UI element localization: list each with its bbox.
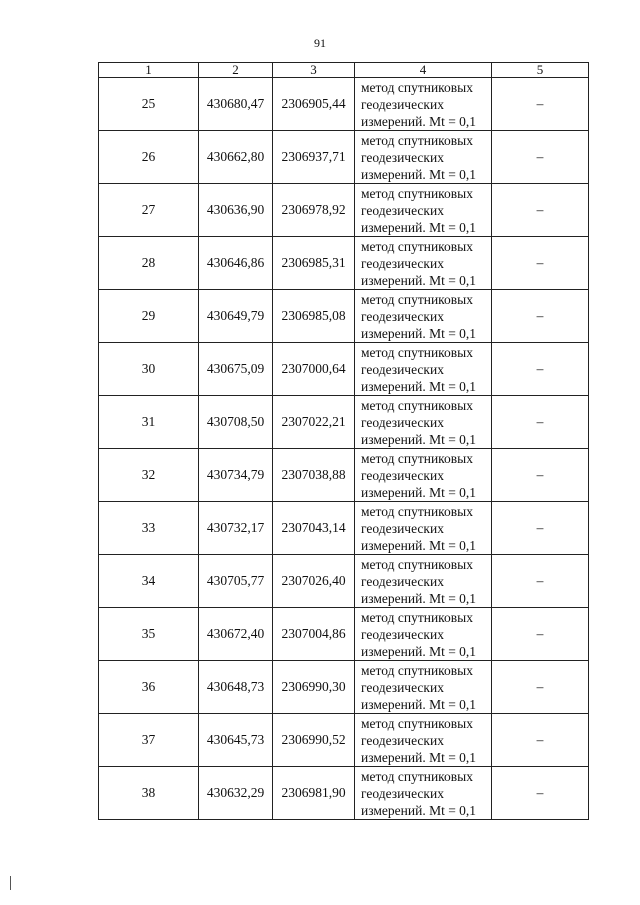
table-row	[99, 237, 589, 290]
method-cell	[355, 237, 492, 290]
method-line: измерений. Mt = 0,1	[361, 802, 477, 818]
method-line: метод спутниковых	[361, 450, 473, 466]
method-line: геодезических	[361, 255, 444, 271]
table-row	[99, 290, 589, 343]
coordinate-x-cell: 430708,50	[199, 396, 273, 449]
method-line: геодезических	[361, 308, 444, 324]
description-cell: –	[492, 767, 589, 820]
description-cell: –	[492, 661, 589, 714]
table-row	[99, 502, 589, 555]
method-line: метод спутниковых	[361, 556, 473, 572]
table-header-row	[99, 63, 589, 78]
method-line: измерений. Mt = 0,1	[361, 113, 477, 129]
method-cell	[355, 608, 492, 661]
method-line: метод спутниковых	[361, 185, 473, 201]
method-cell	[355, 131, 492, 184]
method-line: метод спутниковых	[361, 132, 473, 148]
coordinate-y-cell: 2307022,21	[273, 396, 355, 449]
method-line: геодезических	[361, 96, 444, 112]
table-row	[99, 343, 589, 396]
coordinate-x-cell: 430672,40	[199, 608, 273, 661]
point-number-cell: 28	[99, 237, 199, 290]
coordinate-x-cell: 430649,79	[199, 290, 273, 343]
point-number-cell: 27	[99, 184, 199, 237]
description-cell: –	[492, 343, 589, 396]
method-cell	[355, 502, 492, 555]
method-line: геодезических	[361, 149, 444, 165]
method-cell	[355, 767, 492, 820]
method-line: геодезических	[361, 626, 444, 642]
header-col-1: 1	[99, 63, 199, 78]
method-line: метод спутниковых	[361, 662, 473, 678]
method-line: геодезических	[361, 414, 444, 430]
description-cell: –	[492, 555, 589, 608]
method-cell	[355, 290, 492, 343]
method-line: геодезических	[361, 732, 444, 748]
description-cell: –	[492, 184, 589, 237]
method-line: измерений. Mt = 0,1	[361, 643, 477, 659]
point-number-cell: 36	[99, 661, 199, 714]
method-line: метод спутниковых	[361, 291, 473, 307]
method-line: геодезических	[361, 573, 444, 589]
method-line: метод спутниковых	[361, 344, 473, 360]
table-row	[99, 78, 589, 131]
method-line: измерений. Mt = 0,1	[361, 325, 477, 341]
table-row	[99, 396, 589, 449]
point-number-cell: 25	[99, 78, 199, 131]
coordinate-x-cell: 430648,73	[199, 661, 273, 714]
table-row	[99, 449, 589, 502]
method-line: измерений. Mt = 0,1	[361, 166, 477, 182]
coordinate-y-cell: 2307043,14	[273, 502, 355, 555]
header-col-4: 4	[355, 63, 492, 78]
coordinate-x-cell: 430632,29	[199, 767, 273, 820]
coordinate-y-cell: 2306905,44	[273, 78, 355, 131]
method-cell	[355, 343, 492, 396]
method-line: измерений. Mt = 0,1	[361, 749, 477, 765]
method-line: измерений. Mt = 0,1	[361, 431, 477, 447]
coordinate-x-cell: 430636,90	[199, 184, 273, 237]
page-number: 91	[314, 36, 326, 50]
method-line: геодезических	[361, 785, 444, 801]
method-cell	[355, 661, 492, 714]
header-col-2: 2	[199, 63, 273, 78]
point-number-cell: 26	[99, 131, 199, 184]
table-row	[99, 714, 589, 767]
point-number-cell: 35	[99, 608, 199, 661]
coordinates-table	[98, 62, 589, 820]
coordinate-x-cell: 430705,77	[199, 555, 273, 608]
table-row	[99, 555, 589, 608]
method-line: метод спутниковых	[361, 768, 473, 784]
margin-mark	[10, 876, 11, 890]
method-line: геодезических	[361, 520, 444, 536]
coordinate-y-cell: 2306990,52	[273, 714, 355, 767]
method-line: метод спутниковых	[361, 715, 473, 731]
header-col-5: 5	[492, 63, 589, 78]
method-line: измерений. Mt = 0,1	[361, 696, 477, 712]
method-line: измерений. Mt = 0,1	[361, 219, 477, 235]
coordinate-y-cell: 2306985,08	[273, 290, 355, 343]
method-line: измерений. Mt = 0,1	[361, 537, 477, 553]
table-body	[99, 78, 589, 820]
coordinate-x-cell: 430646,86	[199, 237, 273, 290]
method-cell	[355, 396, 492, 449]
description-cell: –	[492, 714, 589, 767]
method-cell	[355, 184, 492, 237]
point-number-cell: 30	[99, 343, 199, 396]
method-line: метод спутниковых	[361, 397, 473, 413]
point-number-cell: 34	[99, 555, 199, 608]
method-line: метод спутниковых	[361, 609, 473, 625]
method-line: измерений. Mt = 0,1	[361, 590, 477, 606]
point-number-cell: 33	[99, 502, 199, 555]
description-cell: –	[492, 449, 589, 502]
table-row	[99, 131, 589, 184]
coordinate-x-cell: 430662,80	[199, 131, 273, 184]
method-cell	[355, 555, 492, 608]
coordinate-y-cell: 2307000,64	[273, 343, 355, 396]
coordinate-y-cell: 2307026,40	[273, 555, 355, 608]
description-cell: –	[492, 608, 589, 661]
coordinate-x-cell: 430645,73	[199, 714, 273, 767]
description-cell: –	[492, 78, 589, 131]
method-line: геодезических	[361, 679, 444, 695]
point-number-cell: 38	[99, 767, 199, 820]
header-col-3: 3	[273, 63, 355, 78]
method-line: измерений. Mt = 0,1	[361, 484, 477, 500]
method-cell	[355, 714, 492, 767]
method-line: геодезических	[361, 361, 444, 377]
point-number-cell: 32	[99, 449, 199, 502]
coordinate-x-cell: 430732,17	[199, 502, 273, 555]
method-line: метод спутниковых	[361, 238, 473, 254]
method-line: геодезических	[361, 202, 444, 218]
coordinate-y-cell: 2306937,71	[273, 131, 355, 184]
method-cell	[355, 78, 492, 131]
method-line: метод спутниковых	[361, 79, 473, 95]
method-line: геодезических	[361, 467, 444, 483]
coordinate-y-cell: 2306981,90	[273, 767, 355, 820]
description-cell: –	[492, 396, 589, 449]
description-cell: –	[492, 290, 589, 343]
coordinate-y-cell: 2306985,31	[273, 237, 355, 290]
table-row	[99, 767, 589, 820]
coordinate-x-cell: 430734,79	[199, 449, 273, 502]
point-number-cell: 29	[99, 290, 199, 343]
coordinate-x-cell: 430675,09	[199, 343, 273, 396]
description-cell: –	[492, 131, 589, 184]
method-line: измерений. Mt = 0,1	[361, 378, 477, 394]
description-cell: –	[492, 502, 589, 555]
point-number-cell: 31	[99, 396, 199, 449]
coordinate-y-cell: 2306978,92	[273, 184, 355, 237]
table-row	[99, 608, 589, 661]
coordinate-y-cell: 2306990,30	[273, 661, 355, 714]
coordinate-y-cell: 2307038,88	[273, 449, 355, 502]
table-row	[99, 184, 589, 237]
description-cell: –	[492, 237, 589, 290]
method-cell	[355, 449, 492, 502]
point-number-cell: 37	[99, 714, 199, 767]
method-line: измерений. Mt = 0,1	[361, 272, 477, 288]
coordinate-y-cell: 2307004,86	[273, 608, 355, 661]
table-row	[99, 661, 589, 714]
coordinate-x-cell: 430680,47	[199, 78, 273, 131]
method-line: метод спутниковых	[361, 503, 473, 519]
